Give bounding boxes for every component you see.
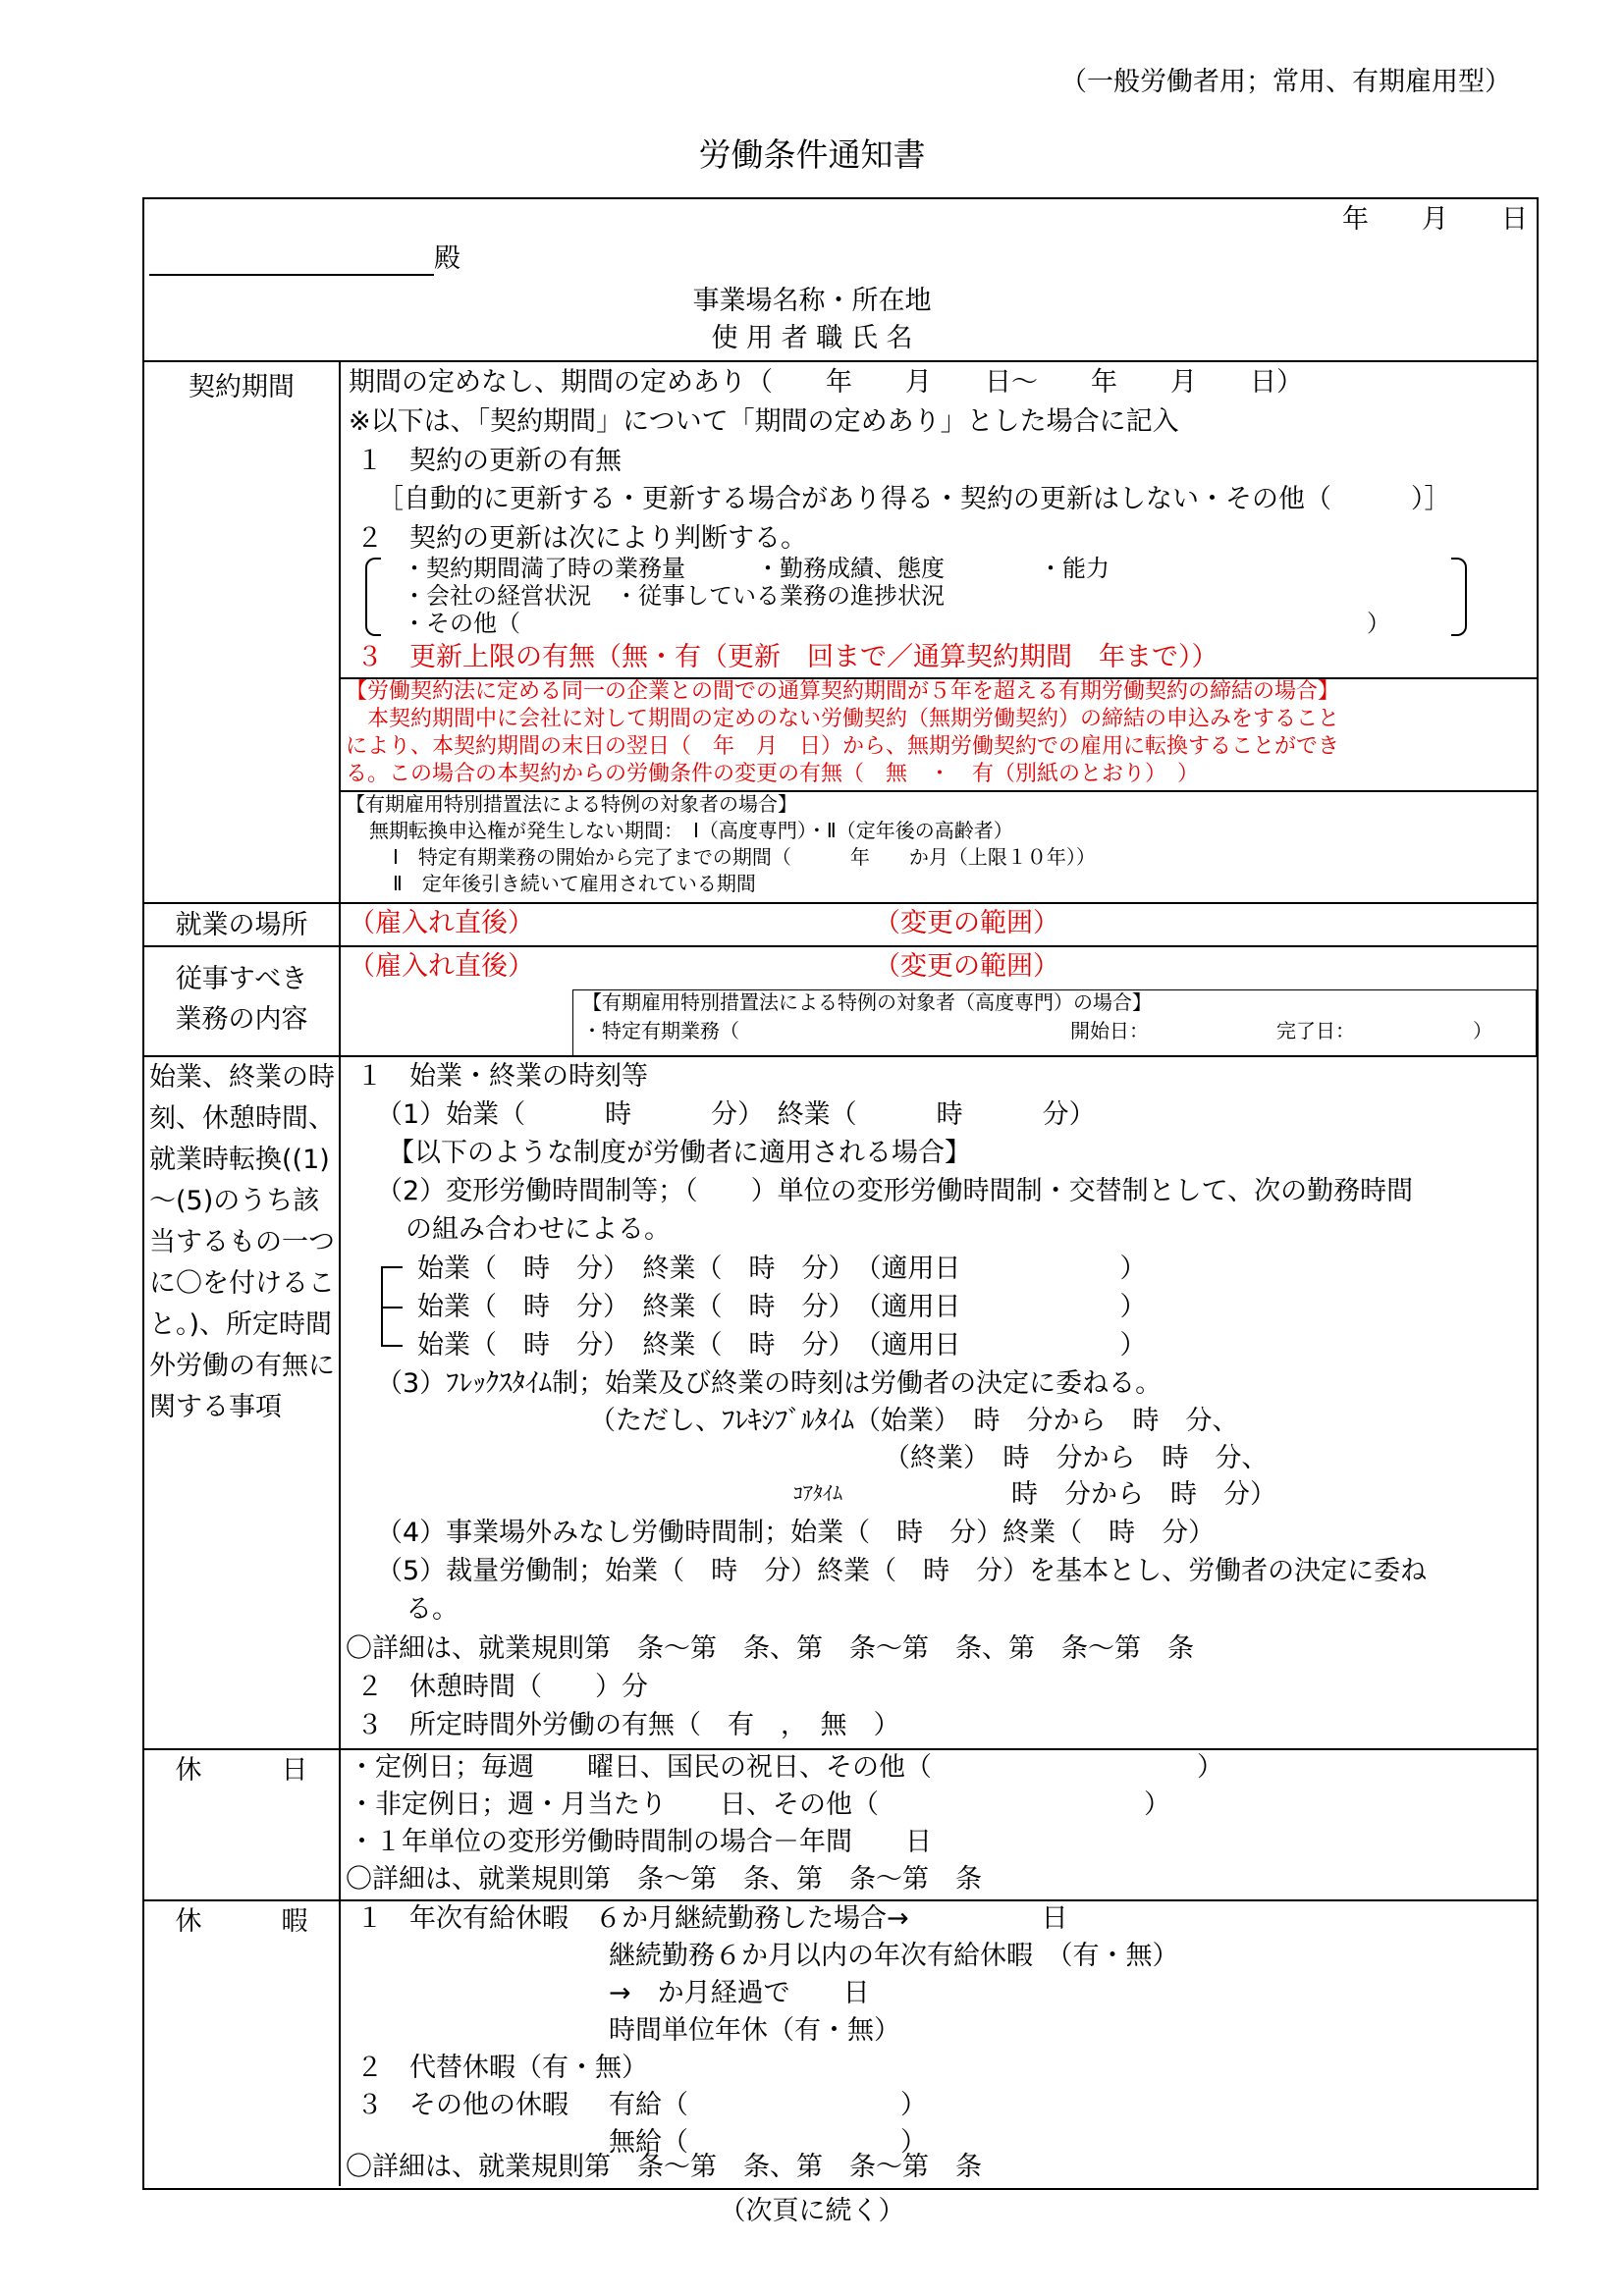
leave-substitute: ２ 代替休暇（有・無） — [356, 2053, 648, 2083]
renewal-heading: １ 契約の更新の有無 — [356, 446, 622, 476]
page-title: 労働条件通知書 — [698, 135, 926, 174]
hours-deemed: （4）事業場外みなし労働時間制；始業（ 時 分）終業（ 時 分） — [376, 1518, 1216, 1548]
leave-rules-ref: 〇詳細は、就業規則第 条～第 条、第 条～第 条 — [346, 2152, 982, 2182]
criteria-line-1: ・契約期間満了時の業務量 ・勤務成績、態度 ・能力 — [403, 555, 1110, 582]
issue-date: 年 月 日 — [1342, 204, 1528, 235]
workplace-change-label: （変更の範囲） — [874, 908, 1059, 938]
row-divider — [142, 945, 1537, 947]
special-measures-line-2: Ⅰ 特定有期業務の開始から完了までの期間（ 年 か月（上限１０年）） — [393, 845, 1096, 869]
form-type-note: （一般労働者用；常用、有期雇用型） — [1060, 67, 1511, 97]
hours-flex: （3）ﾌﾚｯｸｽﾀｲﾑ制；始業及び終業の時刻は労働者の決定に委ねる。 — [376, 1368, 1163, 1399]
leave-hourly: 時間単位年休（有・無） — [609, 2015, 900, 2046]
hours-regular: （1）始業（ 時 分） 終業（ 時 分） — [376, 1099, 1096, 1130]
left-brace — [365, 558, 381, 636]
hours-core-label: ｺｱﾀｲﾑ — [793, 1481, 842, 1505]
holidays-rules-ref: 〇詳細は、就業規則第 条～第 条、第 条～第 条 — [346, 1864, 982, 1895]
duties-label-2: 業務の内容 — [175, 1004, 308, 1035]
recipient-suffix: 殿 — [434, 243, 460, 274]
special-duties-heading: 【有期雇用特別措置法による特例の対象者（高度専門）の場合】 — [582, 990, 1152, 1014]
conversion-heading: 【労働契約法に定める同一の企業との間での通算契約期間が５年を超える有期労働契約の締結の場合】 — [346, 679, 1340, 704]
holidays-label: 休 日 — [175, 1755, 308, 1786]
shift-pattern-1: 始業（ 時 分） 終業（ 時 分） （適用日 ） — [417, 1254, 1147, 1284]
renewal-limit: ３ 更新上限の有無（無・有（更新 回まで／通算契約期間 年まで）） — [356, 642, 1218, 672]
shift-pattern-2: 始業（ 時 分） 終業（ 時 分） （適用日 ） — [417, 1292, 1147, 1322]
criteria-line-2: ・会社の経営状況 ・従事している業務の進捗状況 — [403, 582, 945, 610]
recipient-name-line — [149, 274, 434, 276]
break-time: ２ 休憩時間（ ）分 — [356, 1672, 648, 1702]
special-duties-end: 完了日： — [1276, 1019, 1355, 1042]
overtime: ３ 所定時間外労働の有無（ 有 ， 無 ） — [356, 1710, 900, 1740]
holidays-variable: ・非定例日；週・月当たり 日、その他（ ） — [349, 1789, 1170, 1820]
renewal-criteria-heading: ２ 契約の更新は次により判断する。 — [356, 523, 807, 554]
special-measures-line-3: Ⅱ 定年後引き続いて雇用されている期間 — [393, 872, 756, 895]
criteria-line-3: ・その他（ — [403, 610, 520, 637]
hours-flex-end: （終業） 時 分から 時 分、 — [884, 1443, 1269, 1473]
workplace-label: 就業の場所 — [175, 910, 308, 940]
right-brace — [1451, 558, 1467, 636]
hours-heading: １ 始業・終業の時刻等 — [356, 1061, 648, 1092]
leave-other-unpaid: 無給（ ） — [609, 2127, 927, 2158]
leave-other-label: ３ その他の休暇 — [356, 2090, 568, 2120]
hours-variable-cont: の組み合わせによる。 — [406, 1214, 671, 1245]
row-divider — [142, 360, 1537, 362]
contract-note: ※以下は、「契約期間」について「期間の定めあり」とした場合に記入 — [349, 406, 1179, 437]
special-duties-start: 開始日： — [1070, 1019, 1149, 1042]
conversion-line-3: る。この場合の本契約からの労働条件の変更の有無（ 無 ・ 有（別紙のとおり） ） — [346, 762, 1200, 786]
shift-bracket-tick — [381, 1266, 403, 1268]
hours-flex-start: （ただし、ﾌﾚｷｼﾌﾞﾙﾀｲﾑ（始業） 時 分から 時 分、 — [589, 1406, 1239, 1436]
criteria-line-3-close: ） — [1367, 610, 1390, 637]
duties-label-1: 従事すべき — [175, 964, 308, 994]
special-duties-task: ・特定有期業務（ — [582, 1019, 739, 1042]
shift-pattern-3: 始業（ 時 分） 終業（ 時 分） （適用日 ） — [417, 1330, 1147, 1361]
label-column-divider — [339, 360, 341, 2186]
leave-annual: １ 年次有給休暇 ６か月継続勤務した場合→ 日 — [356, 1903, 1068, 1934]
employer-name-label: 使 用 者 職 氏 名 — [711, 323, 913, 353]
conversion-line-1: 本契約期間中に会社に対して期間の定めのない労働契約（無期労働契約）の締結の申込みをすること — [346, 707, 1340, 731]
leave-label: 休 暇 — [175, 1906, 308, 1937]
special-measures-line-1: 無期転換申込権が発生しない期間： Ⅰ（高度専門）・Ⅱ（定年後の高齢者） — [369, 819, 1013, 842]
conversion-line-2: により、本契約期間の末日の翌日（ 年 月 日）から、無期労働契約での雇用に転換することができ — [346, 734, 1340, 759]
special-measures-heading: 【有期雇用特別措置法による特例の対象者の場合】 — [346, 792, 797, 816]
hours-system-note: 【以下のような制度が労働者に適用される場合】 — [388, 1138, 971, 1168]
contract-period-label: 契約期間 — [189, 372, 295, 402]
renewal-options: ［自動的に更新する・更新する場合があり得る・契約の更新はしない・その他（ ）］ — [377, 484, 1451, 514]
continued-note: （次頁に続く） — [719, 2196, 905, 2226]
working-hours-label: 始業、終業の時刻、休憩時間、就業時転換((1)～(5)のうち該当するもの一つに〇を付けること。)、所定時間外労働の有無に関する事項 — [149, 1062, 335, 1422]
hours-core: 時 分から 時 分） — [1011, 1479, 1276, 1510]
workplace-hire-label: （雇入れ直後） — [349, 908, 534, 938]
holidays-annual: ・１年単位の変形労働時間制の場合－年間 日 — [349, 1827, 932, 1857]
leave-annual-within6: 継続勤務６か月以内の年次有給休暇 （有・無） — [609, 1941, 1179, 1971]
hours-rules-ref: 〇詳細は、就業規則第 条～第 条、第 条～第 条、第 条～第 条 — [346, 1633, 1194, 1664]
employer-address-label: 事業場名称・所在地 — [692, 286, 932, 316]
holidays-fixed: ・定例日；毎週 曜日、国民の祝日、その他（ ） — [349, 1752, 1223, 1783]
hours-discretionary-cont: る。 — [406, 1594, 459, 1625]
shift-bracket-tick — [381, 1307, 403, 1308]
leave-other-paid: 有給（ ） — [609, 2090, 927, 2120]
hours-discretionary: （5）裁量労働制；始業（ 時 分）終業（ 時 分）を基本とし、労働者の決定に委ね — [376, 1556, 1428, 1586]
shift-bracket-tick — [381, 1345, 403, 1347]
row-divider — [142, 902, 1537, 904]
duties-hire-label: （雇入れ直後） — [349, 951, 534, 982]
hours-variable: （2）変形労働時間制等；（ ）単位の変形労働時間制・交替制として、次の勤務時間 — [376, 1176, 1414, 1206]
contract-period-line: 期間の定めなし、期間の定めあり（ 年 月 日～ 年 月 日） — [349, 367, 1303, 398]
special-duties-close: ） — [1473, 1019, 1492, 1042]
leave-annual-months: → か月経過で 日 — [609, 1978, 870, 2008]
duties-change-label: （変更の範囲） — [874, 951, 1059, 982]
